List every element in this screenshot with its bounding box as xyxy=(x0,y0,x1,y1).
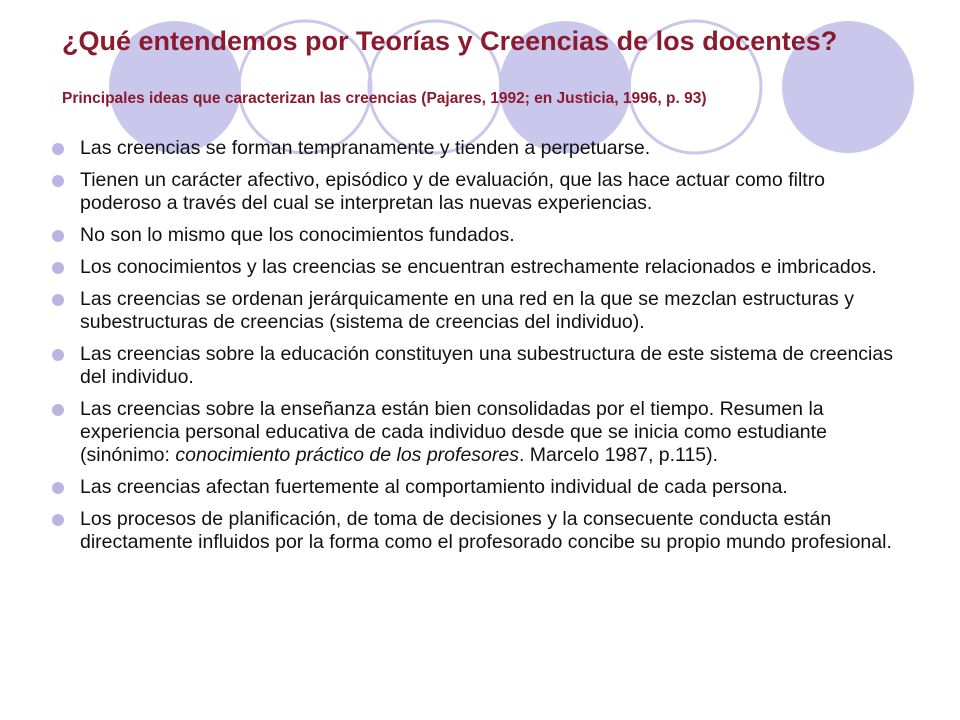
list-item-text: Las creencias se ordenan jerárquicamente en una red en la que se mezclan estructuras y subestructuras de creencias (sistema de creencias del individuo). xyxy=(80,288,854,333)
bullet-icon xyxy=(52,514,64,526)
bullet-list xyxy=(50,137,910,563)
bullet-icon xyxy=(52,294,64,306)
list-item xyxy=(50,224,910,247)
list-item xyxy=(50,476,910,499)
list-item xyxy=(50,288,910,334)
list-item-text: Tienen un carácter afectivo, episódico y de evaluación, que las hace actuar como filtro poderoso a través del cual se interpretan las nuevas experiencias. xyxy=(80,169,826,214)
bullet-icon xyxy=(52,230,64,242)
list-item xyxy=(50,137,910,160)
list-item-text: Las creencias afectan fuertemente al comportamiento individual de cada persona. xyxy=(80,476,788,498)
bullet-icon xyxy=(52,482,64,494)
list-item-text-after: . Marcelo 1987, p.115). xyxy=(518,444,719,466)
bullet-icon xyxy=(52,404,64,416)
list-item-text-italic: conocimiento práctico de los profesores xyxy=(175,444,519,466)
page-subtitle: Principales ideas que caracterizan las creencias (Pajares, 1992; en Justicia, 1996, p. 93) xyxy=(62,90,707,107)
list-item-text: Los procesos de planificación, de toma de decisiones y la consecuente conducta están directamente influidos por la forma como el profesorado concibe su propio mundo profesional. xyxy=(80,508,892,553)
bullet-icon xyxy=(52,175,64,187)
list-item-text: Las creencias sobre la educación constituyen una subestructura de este sistema de creencias del individuo. xyxy=(80,343,893,388)
list-item xyxy=(50,398,910,467)
list-item-text: No son lo mismo que los conocimientos fundados. xyxy=(80,224,515,246)
list-item xyxy=(50,508,910,554)
list-item-text: Las creencias se forman tempranamente y tienden a perpetuarse. xyxy=(80,137,651,159)
bullet-icon xyxy=(52,349,64,361)
list-item xyxy=(50,256,910,279)
page-title: ¿Qué entendemos por Teorías y Creencias de los docentes? xyxy=(62,26,838,56)
bullet-icon xyxy=(52,262,64,274)
list-item xyxy=(50,343,910,389)
list-item-text-before: Las creencias sobre la enseñanza están bien consolidadas por el tiempo. Resumen la experiencia personal educativa de cada individuo desde que se inicia como estudiante (sinónimo: xyxy=(80,398,827,466)
bullet-icon xyxy=(52,143,64,155)
list-item xyxy=(50,169,910,215)
list-item-text: Los conocimientos y las creencias se encuentran estrechamente relacionados e imbricados. xyxy=(80,256,877,278)
